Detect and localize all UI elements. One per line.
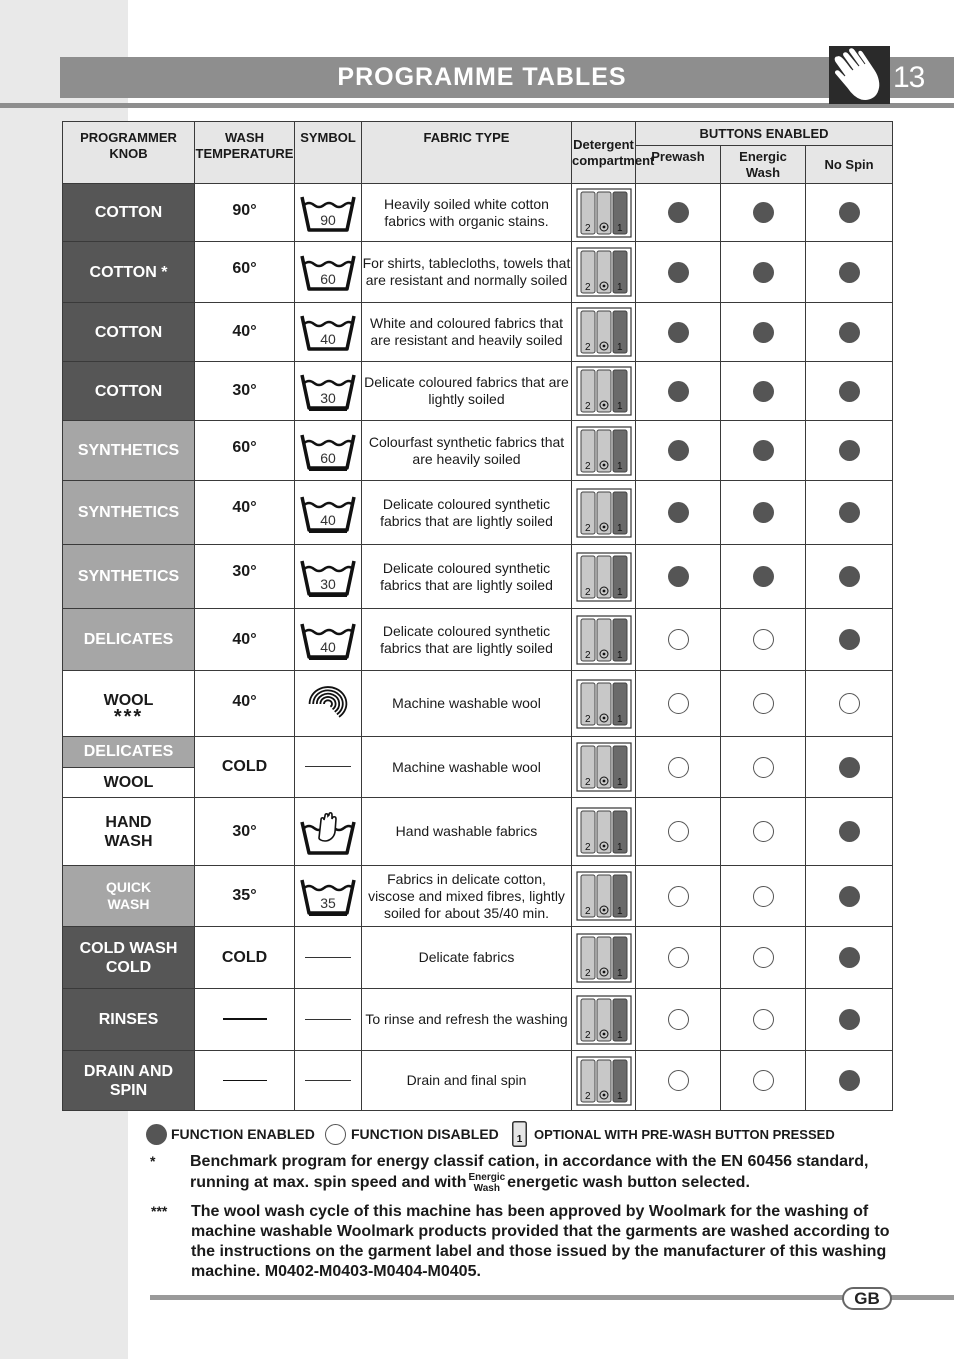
nospin-cell bbox=[806, 866, 893, 927]
knob-mark: *** bbox=[113, 706, 144, 728]
fabric-type-cell: Delicate fabrics bbox=[362, 927, 572, 989]
nospin-cell bbox=[806, 927, 893, 989]
legend-disabled: FUNCTION DISABLED bbox=[325, 1121, 499, 1147]
wash-temperature-cell: 40° bbox=[195, 481, 295, 545]
function-disabled-icon bbox=[839, 693, 860, 714]
function-enabled-icon bbox=[753, 440, 774, 461]
programmer-knob-cell bbox=[63, 737, 195, 798]
detergent-drawer-icon bbox=[576, 807, 632, 857]
svg-text:2: 2 bbox=[584, 841, 591, 853]
function-enabled-icon bbox=[839, 440, 860, 461]
energic-cell bbox=[721, 1051, 806, 1111]
knob-label-wool: WOOL bbox=[63, 768, 194, 798]
function-disabled-icon bbox=[668, 693, 689, 714]
energic-cell bbox=[721, 545, 806, 609]
function-enabled-icon bbox=[839, 886, 860, 907]
wash-symbol-cell bbox=[295, 303, 362, 362]
wash-temperature-cell bbox=[195, 989, 295, 1051]
detergent-compartment-cell bbox=[572, 737, 636, 798]
wash-tub-icon bbox=[299, 493, 357, 533]
svg-text:1: 1 bbox=[616, 649, 623, 661]
function-enabled-icon bbox=[753, 202, 774, 223]
wash-temperature-cell: 90° bbox=[195, 184, 295, 242]
function-disabled-icon bbox=[668, 629, 689, 650]
function-enabled-icon bbox=[668, 381, 689, 402]
energic-cell bbox=[721, 362, 806, 421]
header-divider bbox=[0, 103, 954, 108]
header-programmer-knob: PROGRAMMER KNOB bbox=[63, 122, 195, 184]
svg-text:1: 1 bbox=[616, 906, 623, 917]
prewash-cell bbox=[636, 303, 721, 362]
function-enabled-icon bbox=[753, 381, 774, 402]
wash-temperature-cell: 60° bbox=[195, 421, 295, 481]
knob-label: COTTON bbox=[94, 382, 163, 400]
function-enabled-icon bbox=[839, 757, 860, 778]
programmer-knob-cell bbox=[63, 421, 195, 481]
svg-text:2: 2 bbox=[584, 1090, 591, 1102]
page-title: PROGRAMME TABLES bbox=[337, 63, 627, 91]
energic-cell bbox=[721, 989, 806, 1051]
filled-circle-icon bbox=[146, 1124, 167, 1145]
prewash-cell bbox=[636, 927, 721, 989]
table-row bbox=[63, 609, 893, 671]
programmer-knob-cell bbox=[63, 866, 195, 927]
table-row bbox=[63, 798, 893, 866]
note-star3-mark: *** bbox=[151, 1203, 168, 1219]
no-symbol-dash bbox=[305, 957, 351, 958]
wash-temperature-cell: 30° bbox=[195, 362, 295, 421]
wash-symbol-cell bbox=[295, 927, 362, 989]
nospin-cell bbox=[806, 1051, 893, 1111]
nospin-cell bbox=[806, 303, 893, 362]
fabric-type-cell: Machine washable wool bbox=[362, 671, 572, 737]
wash-symbol-cell bbox=[295, 545, 362, 609]
svg-text:1: 1 bbox=[616, 222, 623, 234]
prewash-cell bbox=[636, 545, 721, 609]
svg-text:2: 2 bbox=[584, 649, 591, 661]
detergent-compartment-cell bbox=[572, 545, 636, 609]
function-enabled-icon bbox=[839, 1070, 860, 1091]
svg-text:1: 1 bbox=[616, 460, 623, 472]
detergent-drawer-icon bbox=[576, 247, 632, 297]
programmer-knob-cell bbox=[63, 989, 195, 1051]
energic-cell bbox=[721, 866, 806, 927]
knob-label: HAND WASH bbox=[104, 813, 153, 850]
svg-text:2: 2 bbox=[584, 401, 591, 412]
wash-tub-icon bbox=[299, 193, 357, 233]
detergent-drawer-icon bbox=[576, 615, 632, 665]
detergent-compartment-cell bbox=[572, 927, 636, 989]
svg-text:1: 1 bbox=[616, 1090, 623, 1102]
programmer-knob-cell bbox=[63, 671, 195, 737]
programme-table bbox=[62, 121, 893, 1111]
fabric-type-cell: White and coloured fabrics that are resistant and heavily soiled bbox=[362, 303, 572, 362]
svg-text:2: 2 bbox=[584, 777, 591, 788]
knob-label: COTTON bbox=[94, 323, 163, 341]
wash-tub-icon bbox=[299, 620, 357, 660]
nospin-cell bbox=[806, 989, 893, 1051]
note-star1-mark: * bbox=[150, 1153, 156, 1169]
detergent-drawer-icon bbox=[576, 188, 632, 238]
prewash-cell bbox=[636, 798, 721, 866]
function-enabled-icon bbox=[753, 262, 774, 283]
knob-label: COTTON * bbox=[89, 263, 168, 281]
svg-text:1: 1 bbox=[616, 1029, 623, 1041]
knob-label: DRAIN AND SPIN bbox=[83, 1062, 174, 1099]
function-disabled-icon bbox=[753, 693, 774, 714]
wash-symbol-cell bbox=[295, 989, 362, 1051]
table-row bbox=[63, 184, 893, 242]
function-enabled-icon bbox=[839, 322, 860, 343]
wash-temperature-cell: 60° bbox=[195, 242, 295, 303]
energic-cell bbox=[721, 927, 806, 989]
svg-text:30: 30 bbox=[320, 575, 336, 592]
energic-cell bbox=[721, 737, 806, 798]
fabric-type-cell: Delicate coloured synthetic fabrics that are lightly soiled bbox=[362, 481, 572, 545]
programmer-knob-cell bbox=[63, 303, 195, 362]
svg-text:2: 2 bbox=[584, 906, 591, 917]
detergent-drawer-icon bbox=[576, 679, 632, 729]
table-row bbox=[63, 1051, 893, 1111]
prewash-cell bbox=[636, 184, 721, 242]
header-symbol: SYMBOL bbox=[295, 122, 362, 184]
energic-cell bbox=[721, 303, 806, 362]
svg-text:2: 2 bbox=[584, 967, 591, 979]
nospin-cell bbox=[806, 362, 893, 421]
prewash-cell bbox=[636, 866, 721, 927]
wash-temperature-cell: 40° bbox=[195, 303, 295, 362]
detergent-drawer-icon bbox=[576, 995, 632, 1045]
wash-tub-icon bbox=[299, 876, 357, 916]
svg-text:2: 2 bbox=[584, 713, 591, 725]
function-enabled-icon bbox=[839, 566, 860, 587]
detergent-compartment-cell bbox=[572, 866, 636, 927]
wash-symbol-cell bbox=[295, 1051, 362, 1111]
fabric-type-cell: Fabrics in delicate cotton, viscose and mixed fibres, lightly soiled for about 35/40 min. bbox=[362, 866, 572, 927]
fabric-type-cell: Machine washable wool bbox=[362, 737, 572, 798]
detergent-compartment-cell bbox=[572, 184, 636, 242]
programmer-knob-cell bbox=[63, 184, 195, 242]
prewash-cell bbox=[636, 362, 721, 421]
function-disabled-icon bbox=[753, 886, 774, 907]
header-fabric-type: FABRIC TYPE bbox=[362, 122, 572, 184]
note-star1: Benchmark program for energy classif cation, in accordance with the EN 60456 standard, running at max. spin speed and with Energic Wash energetic wash button selected. bbox=[190, 1153, 869, 1194]
function-enabled-icon bbox=[839, 381, 860, 402]
wash-tub-icon bbox=[299, 312, 357, 352]
legend-optional: 1 OPTIONAL WITH PRE-WASH BUTTON PRESSED bbox=[512, 1121, 835, 1147]
detergent-compartment-cell bbox=[572, 989, 636, 1051]
svg-text:60: 60 bbox=[320, 449, 336, 466]
wash-temperature-cell: 30° bbox=[195, 545, 295, 609]
language-badge: GB bbox=[842, 1287, 892, 1310]
fabric-type-cell: Delicate coloured synthetic fabrics that are lightly soiled bbox=[362, 545, 572, 609]
table-row bbox=[63, 242, 893, 303]
energic-cell bbox=[721, 481, 806, 545]
fabric-type-cell: For shirts, tablecloths, towels that are resistant and normally soiled bbox=[362, 242, 572, 303]
function-enabled-icon bbox=[839, 202, 860, 223]
wash-temperature-cell: 40° bbox=[195, 609, 295, 671]
prewash-cell bbox=[636, 609, 721, 671]
prewash-cell bbox=[636, 481, 721, 545]
svg-text:1: 1 bbox=[516, 1134, 523, 1145]
wash-temperature-cell: COLD bbox=[195, 927, 295, 989]
empty-circle-icon bbox=[325, 1124, 346, 1145]
energic-cell bbox=[721, 242, 806, 303]
note-woolmark: The wool wash cycle of this machine has been approved by Woolmark for the washing of machine washable Woolmark products provided that the garments are washed according to the instructions on the garment label and those issued by the manufacturer of this washing machine. M0402-M0403-M0404-M0405. bbox=[191, 1203, 890, 1280]
programmer-knob-cell bbox=[63, 362, 195, 421]
function-enabled-icon bbox=[753, 566, 774, 587]
page-number: 13 bbox=[893, 61, 925, 94]
svg-text:1: 1 bbox=[616, 522, 623, 534]
wash-temperature-cell: 40° bbox=[195, 671, 295, 737]
svg-text:40: 40 bbox=[320, 638, 336, 655]
wash-temperature-cell: 35° bbox=[195, 866, 295, 927]
wash-symbol-cell bbox=[295, 421, 362, 481]
function-enabled-icon bbox=[753, 502, 774, 523]
energic-cell bbox=[721, 609, 806, 671]
nospin-cell bbox=[806, 545, 893, 609]
table-row bbox=[63, 737, 893, 798]
wash-symbol-cell bbox=[295, 737, 362, 798]
function-disabled-icon bbox=[668, 757, 689, 778]
function-disabled-icon bbox=[753, 629, 774, 650]
svg-text:2: 2 bbox=[584, 222, 591, 234]
nospin-cell bbox=[806, 242, 893, 303]
no-symbol-dash bbox=[305, 766, 351, 767]
fabric-type-cell: Delicate coloured synthetic fabrics that are lightly soiled bbox=[362, 609, 572, 671]
knob-label: SYNTHETICS bbox=[77, 568, 180, 585]
knob-label: COLD WASH COLD bbox=[79, 939, 178, 976]
svg-text:1: 1 bbox=[616, 586, 623, 598]
svg-text:2: 2 bbox=[584, 460, 591, 472]
svg-text:2: 2 bbox=[584, 586, 591, 598]
prewash-cell bbox=[636, 242, 721, 303]
table-row bbox=[63, 671, 893, 737]
fabric-type-cell: Heavily soiled white cotton fabrics with organic stains. bbox=[362, 184, 572, 242]
function-enabled-icon bbox=[753, 322, 774, 343]
function-disabled-icon bbox=[668, 947, 689, 968]
footer-divider bbox=[150, 1295, 954, 1300]
detergent-drawer-icon bbox=[576, 307, 632, 357]
nospin-cell bbox=[806, 421, 893, 481]
function-enabled-icon bbox=[839, 1009, 860, 1030]
detergent-drawer-icon bbox=[576, 366, 632, 416]
function-enabled-icon bbox=[839, 629, 860, 650]
function-disabled-icon bbox=[668, 821, 689, 842]
legend bbox=[146, 1121, 906, 1147]
programmer-knob-cell bbox=[63, 927, 195, 989]
knob-label: SYNTHETICS bbox=[77, 442, 180, 459]
wash-symbol-cell bbox=[295, 866, 362, 927]
svg-text:60: 60 bbox=[320, 271, 336, 287]
programmer-knob-cell bbox=[63, 481, 195, 545]
nospin-cell bbox=[806, 609, 893, 671]
header-detergent-compartment: Detergent compartment bbox=[572, 122, 636, 184]
detergent-drawer-icon bbox=[576, 552, 632, 602]
wash-tub-icon bbox=[299, 371, 357, 411]
knob-label: DELICATES bbox=[83, 631, 174, 648]
nospin-cell bbox=[806, 184, 893, 242]
detergent-compartment-cell bbox=[572, 303, 636, 362]
svg-text:1: 1 bbox=[616, 401, 623, 412]
function-enabled-icon bbox=[668, 440, 689, 461]
nospin-cell bbox=[806, 481, 893, 545]
wash-tub-icon bbox=[299, 431, 357, 471]
knob-label: COTTON bbox=[94, 204, 163, 221]
compartment-icon bbox=[512, 1121, 527, 1147]
prewash-cell bbox=[636, 421, 721, 481]
detergent-drawer-icon bbox=[576, 871, 632, 921]
function-disabled-icon bbox=[753, 1009, 774, 1030]
detergent-compartment-cell bbox=[572, 1051, 636, 1111]
header-energic-wash: Energic Wash bbox=[721, 146, 806, 184]
svg-text:40: 40 bbox=[320, 511, 336, 528]
table-row bbox=[63, 989, 893, 1051]
wash-symbol-cell bbox=[295, 481, 362, 545]
function-enabled-icon bbox=[668, 202, 689, 223]
function-disabled-icon bbox=[668, 1009, 689, 1030]
energic-cell bbox=[721, 421, 806, 481]
programmer-knob-cell bbox=[63, 798, 195, 866]
energic-cell bbox=[721, 184, 806, 242]
svg-text:30: 30 bbox=[320, 390, 336, 406]
nospin-cell bbox=[806, 798, 893, 866]
function-disabled-icon bbox=[753, 947, 774, 968]
table-row bbox=[63, 421, 893, 481]
svg-text:2: 2 bbox=[584, 522, 591, 534]
knob-label: RINSES bbox=[98, 1011, 159, 1028]
svg-text:40: 40 bbox=[320, 331, 336, 347]
programmer-knob-cell bbox=[63, 609, 195, 671]
table-row bbox=[63, 362, 893, 421]
wash-temperature-cell: COLD bbox=[195, 737, 295, 798]
header-wash-temperature: WASH TEMPERATURE bbox=[195, 122, 295, 184]
no-symbol-dash bbox=[305, 1019, 351, 1020]
table-row bbox=[63, 303, 893, 362]
fabric-type-cell: To rinse and refresh the washing bbox=[362, 989, 572, 1051]
wash-temperature-cell bbox=[195, 1051, 295, 1111]
detergent-drawer-icon bbox=[576, 933, 632, 983]
wash-symbol-cell bbox=[295, 362, 362, 421]
header-prewash: Prewash bbox=[636, 146, 721, 184]
function-disabled-icon bbox=[753, 821, 774, 842]
programmer-knob-cell bbox=[63, 1051, 195, 1111]
table-row bbox=[63, 545, 893, 609]
table-row bbox=[63, 866, 893, 927]
function-enabled-icon bbox=[668, 502, 689, 523]
function-enabled-icon bbox=[839, 821, 860, 842]
function-enabled-icon bbox=[668, 322, 689, 343]
svg-text:1: 1 bbox=[616, 342, 623, 353]
wool-icon bbox=[304, 682, 352, 726]
wash-tub-icon bbox=[299, 557, 357, 597]
wash-symbol-cell bbox=[295, 798, 362, 866]
svg-text:90: 90 bbox=[320, 211, 336, 228]
svg-text:35: 35 bbox=[320, 895, 336, 911]
function-disabled-icon bbox=[668, 886, 689, 907]
prewash-cell bbox=[636, 989, 721, 1051]
nospin-cell bbox=[806, 671, 893, 737]
svg-text:1: 1 bbox=[616, 777, 623, 788]
nospin-cell bbox=[806, 737, 893, 798]
fabric-type-cell: Drain and final spin bbox=[362, 1051, 572, 1111]
function-disabled-icon bbox=[668, 1070, 689, 1091]
prewash-cell bbox=[636, 671, 721, 737]
wash-symbol-cell bbox=[295, 609, 362, 671]
programmer-knob-cell bbox=[63, 242, 195, 303]
knob-label: WOOL bbox=[103, 692, 154, 709]
prewash-cell bbox=[636, 1051, 721, 1111]
header-buttons-enabled: BUTTONS ENABLED bbox=[636, 122, 893, 146]
table-row bbox=[63, 481, 893, 545]
detergent-drawer-icon bbox=[576, 488, 632, 538]
function-enabled-icon bbox=[668, 566, 689, 587]
wash-symbol-cell bbox=[295, 671, 362, 737]
detergent-compartment-cell bbox=[572, 242, 636, 303]
detergent-compartment-cell bbox=[572, 362, 636, 421]
function-disabled-icon bbox=[753, 757, 774, 778]
fabric-type-cell: Hand washable fabrics bbox=[362, 798, 572, 866]
function-enabled-icon bbox=[668, 262, 689, 283]
wash-tub-icon bbox=[299, 252, 357, 292]
wash-symbol-cell bbox=[295, 242, 362, 303]
detergent-drawer-icon bbox=[576, 1056, 632, 1106]
energic-cell bbox=[721, 671, 806, 737]
svg-text:1: 1 bbox=[616, 282, 623, 293]
energic-cell bbox=[721, 798, 806, 866]
table-row bbox=[63, 927, 893, 989]
svg-text:1: 1 bbox=[616, 841, 623, 853]
fabric-type-cell: Colourfast synthetic fabrics that are heavily soiled bbox=[362, 421, 572, 481]
function-enabled-icon bbox=[839, 502, 860, 523]
energic-wash-label: Energic Wash bbox=[468, 1172, 506, 1194]
function-disabled-icon bbox=[753, 1070, 774, 1091]
function-enabled-icon bbox=[839, 947, 860, 968]
detergent-compartment-cell bbox=[572, 421, 636, 481]
detergent-compartment-cell bbox=[572, 671, 636, 737]
function-enabled-icon bbox=[839, 262, 860, 283]
svg-text:1: 1 bbox=[616, 967, 623, 979]
detergent-compartment-cell bbox=[572, 798, 636, 866]
knob-label: SYNTHETICS bbox=[77, 504, 180, 521]
programmer-knob-cell bbox=[63, 545, 195, 609]
detergent-compartment-cell bbox=[572, 481, 636, 545]
svg-text:2: 2 bbox=[584, 282, 591, 293]
detergent-compartment-cell bbox=[572, 609, 636, 671]
no-symbol-dash bbox=[305, 1080, 351, 1081]
svg-text:2: 2 bbox=[584, 342, 591, 353]
header-no-spin: No Spin bbox=[806, 146, 893, 184]
legend-enabled: FUNCTION ENABLED bbox=[146, 1121, 315, 1147]
hand-icon bbox=[829, 46, 890, 104]
knob-label: QUICK WASH bbox=[105, 879, 152, 912]
detergent-drawer-icon bbox=[576, 742, 632, 792]
svg-text:2: 2 bbox=[584, 1029, 591, 1041]
wash-temperature-cell: 30° bbox=[195, 798, 295, 866]
fabric-type-cell: Delicate coloured fabrics that are lightly soiled bbox=[362, 362, 572, 421]
hand-wash-icon bbox=[299, 808, 357, 856]
svg-text:1: 1 bbox=[616, 713, 623, 725]
detergent-drawer-icon bbox=[576, 426, 632, 476]
wash-symbol-cell bbox=[295, 184, 362, 242]
prewash-cell bbox=[636, 737, 721, 798]
knob-label-delicates: DELICATES bbox=[63, 737, 194, 768]
